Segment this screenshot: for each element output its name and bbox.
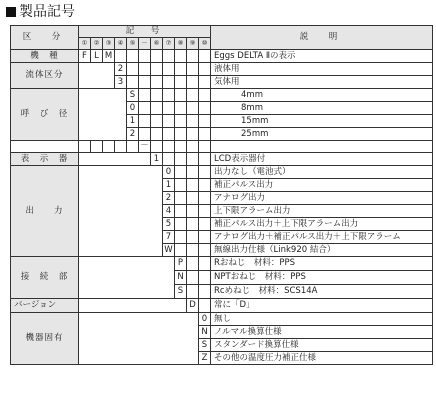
fluid-label: 流体区分	[11, 63, 79, 89]
diameter-code: S	[127, 89, 139, 102]
display-desc: LCD表示器付	[211, 153, 433, 166]
model-code: L	[91, 50, 103, 63]
position-number: ⑩	[199, 38, 211, 50]
output-desc: アナログ出力＋補正パルス出力＋上下限アラーム	[211, 231, 433, 244]
output-desc: 補正パルス出力	[211, 179, 433, 192]
model-code: F	[79, 50, 91, 63]
position-dash: －	[139, 38, 151, 50]
connection-desc: Rcめねじ 材料：SCS14A	[211, 285, 433, 299]
position-number: ⑤	[127, 38, 139, 50]
output-code: 5	[163, 218, 175, 231]
output-desc: 無線出力仕様（Link920 結合）	[211, 244, 433, 257]
output-code: 1	[163, 179, 175, 192]
output-desc: アナログ出力	[211, 192, 433, 205]
diameter-desc: 8mm	[211, 102, 433, 115]
connection-desc: Rおねじ 材料：PPS	[211, 257, 433, 271]
output-desc: 上下限アラーム出力	[211, 205, 433, 218]
specific-desc: スタンダード換算仕様	[211, 339, 433, 352]
diameter-code: 1	[127, 115, 139, 128]
model-desc: Eggs DELTA Ⅱの表示	[211, 50, 433, 63]
connection-code: P	[175, 257, 187, 271]
output-code: 4	[163, 205, 175, 218]
specific-label: 機器固有	[11, 313, 79, 365]
fluid-code: 2	[115, 63, 127, 76]
model-row	[11, 50, 433, 63]
output-code: 2	[163, 192, 175, 205]
fluid-code: 3	[115, 76, 127, 89]
output-code: 0	[163, 166, 175, 179]
model-code: M	[103, 50, 115, 63]
connection-code: S	[175, 285, 187, 299]
output-desc: 出力なし（電池式）	[211, 166, 433, 179]
fluid-row	[11, 63, 433, 76]
connection-label: 接 続 部	[11, 257, 79, 299]
output-desc: 補正パルス出力＋上下限アラーム出力	[211, 218, 433, 231]
diameter-label: 呼 び 径	[11, 89, 79, 141]
explanation-header: 説 明	[211, 26, 433, 50]
diameter-desc: 25mm	[211, 128, 433, 141]
specific-desc: その他の温度圧力補正仕様	[211, 352, 433, 365]
version-desc: 常に「D」	[211, 299, 433, 313]
display-row	[11, 153, 433, 166]
specific-desc: ノルマル換算仕様	[211, 326, 433, 339]
diameter-desc: 15mm	[211, 115, 433, 128]
diameter-code: 2	[127, 128, 139, 141]
square-bullet-icon	[6, 7, 16, 17]
specific-row	[11, 313, 433, 326]
model-label: 機 種	[11, 50, 79, 63]
fluid-desc: 気体用	[211, 76, 433, 89]
version-label: バージョン	[11, 299, 79, 313]
section-title	[6, 2, 75, 22]
diameter-desc: 4mm	[211, 89, 433, 102]
position-number: ⑥	[151, 38, 163, 50]
specific-code: Z	[199, 352, 211, 365]
dash-separator: －	[140, 141, 149, 151]
position-number: ②	[91, 38, 103, 50]
position-number: ⑧	[175, 38, 187, 50]
fluid-desc: 液体用	[211, 63, 433, 76]
specific-code: S	[199, 339, 211, 352]
diameter-row	[11, 89, 433, 102]
connection-desc: NPTおねじ 材料：PPS	[211, 271, 433, 285]
output-label: 出 力	[11, 166, 79, 257]
diameter-code: 0	[127, 102, 139, 115]
connection-row	[11, 257, 433, 271]
position-number: ⑨	[187, 38, 199, 50]
specific-code: 0	[199, 313, 211, 326]
position-number: ①	[79, 38, 91, 50]
output-row	[11, 166, 433, 179]
display-label: 表 示 器	[11, 153, 79, 166]
connection-code: N	[175, 271, 187, 285]
display-code: 1	[151, 153, 163, 166]
position-number: ④	[115, 38, 127, 50]
position-number: ③	[103, 38, 115, 50]
version-row	[11, 299, 433, 313]
product-code-table	[10, 25, 433, 365]
specific-desc: 無し	[211, 313, 433, 326]
output-code: W	[164, 244, 173, 255]
output-code: 7	[163, 231, 175, 244]
version-code: D	[187, 299, 199, 313]
section-title-text: 製品記号	[19, 4, 75, 20]
dash-row	[11, 141, 433, 153]
specific-code: N	[199, 326, 211, 339]
category-header: 区 分	[11, 26, 79, 50]
symbol-header: 記 号	[79, 26, 211, 38]
header-row	[11, 26, 433, 38]
position-number: ⑦	[163, 38, 175, 50]
